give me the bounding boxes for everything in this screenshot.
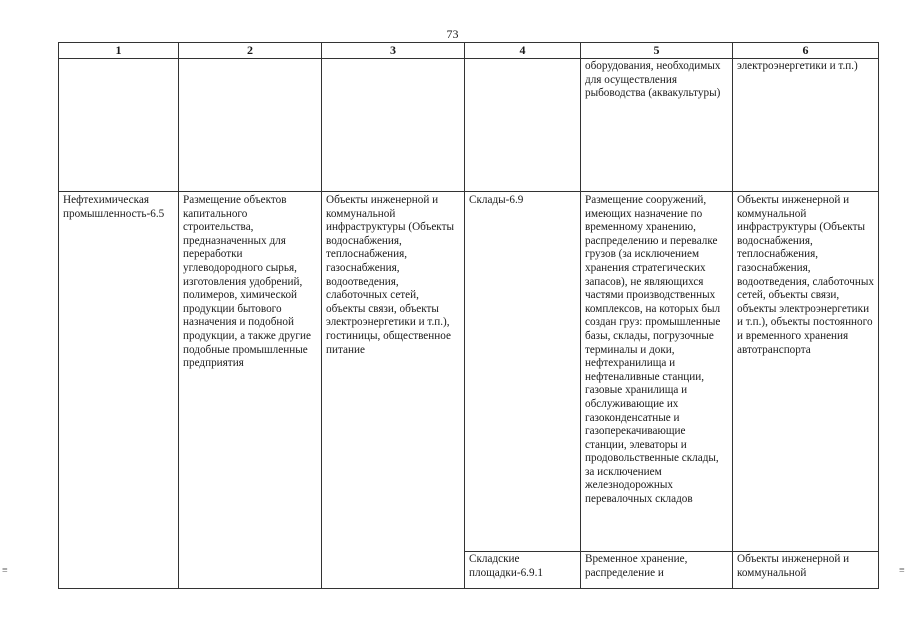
table-cell: Складские площадки-6.9.1 (465, 552, 581, 589)
table-cell: Нефтехимическая промышленность-6.5 (59, 192, 179, 589)
table-cell: Объекты инженерной и коммунальной инфраструктуры (Объекты водоснабжения, теплоснабжения, газоснабжения, водоотведения, слаботочных сетей, объекты связи, объекты электроэнергетики и т.п.), гостиницы, общественное питание (322, 192, 465, 589)
column-header-5: 5 (581, 43, 733, 59)
table-row (59, 59, 879, 192)
column-header-4: 4 (465, 43, 581, 59)
table-cell: Размещение сооружений, имеющих назначение по временному хранению, распределению и перевалке грузов (за исключением хранения стратегических запасов), не являющихся частями производственных комплексов, на которых был создан груз: промышленные базы, склады, погрузочные терминалы и доки, нефтехранилища и нефтеналивные станции, газовые хранилища и обслуживающие их газоконденсатные и газоперекачивающие станции, элеваторы и продовольственные склады, за исключением железнодорожных перевалочных складов (581, 192, 733, 552)
table-row (59, 192, 879, 552)
right-edge-mark: ≡ (899, 565, 905, 576)
table-cell (322, 59, 465, 192)
column-header-1: 1 (59, 43, 179, 59)
table-cell: Склады-6.9 (465, 192, 581, 552)
table-cell (465, 59, 581, 192)
table-cell: Временное хранение, распределение и (581, 552, 733, 589)
table-cell: Объекты инженерной и коммунальной инфраструктуры (Объекты водоснабжения, теплоснабжения, газоснабжения, водоотведения, слаботочных сетей, объекты связи, объекты электроэнергетики и т.п.), объекты постоянного и временного хранения автотранспорта (733, 192, 879, 552)
table-cell (59, 59, 179, 192)
table-cell (179, 59, 322, 192)
column-header-2: 2 (179, 43, 322, 59)
page-number: 73 (446, 27, 459, 41)
table-cell: электроэнергетики и т.п.) (733, 59, 879, 192)
column-header-6: 6 (733, 43, 879, 59)
table-cell: оборудования, необходимых для осуществления рыбоводства (аквакультуры) (581, 59, 733, 192)
table-cell: Объекты инженерной и коммунальной (733, 552, 879, 589)
table-cell: Размещение объектов капитального строительства, предназначенных для переработки углеводородного сырья, изготовления удобрений, полимеров, химической продукции бытового назначения и подобной продукции, а также другие подобные промышленные предприятия (179, 192, 322, 589)
table-header-row (59, 43, 879, 59)
column-header-3: 3 (322, 43, 465, 59)
land-use-table (58, 42, 879, 589)
left-edge-mark: ≡ (2, 565, 8, 576)
